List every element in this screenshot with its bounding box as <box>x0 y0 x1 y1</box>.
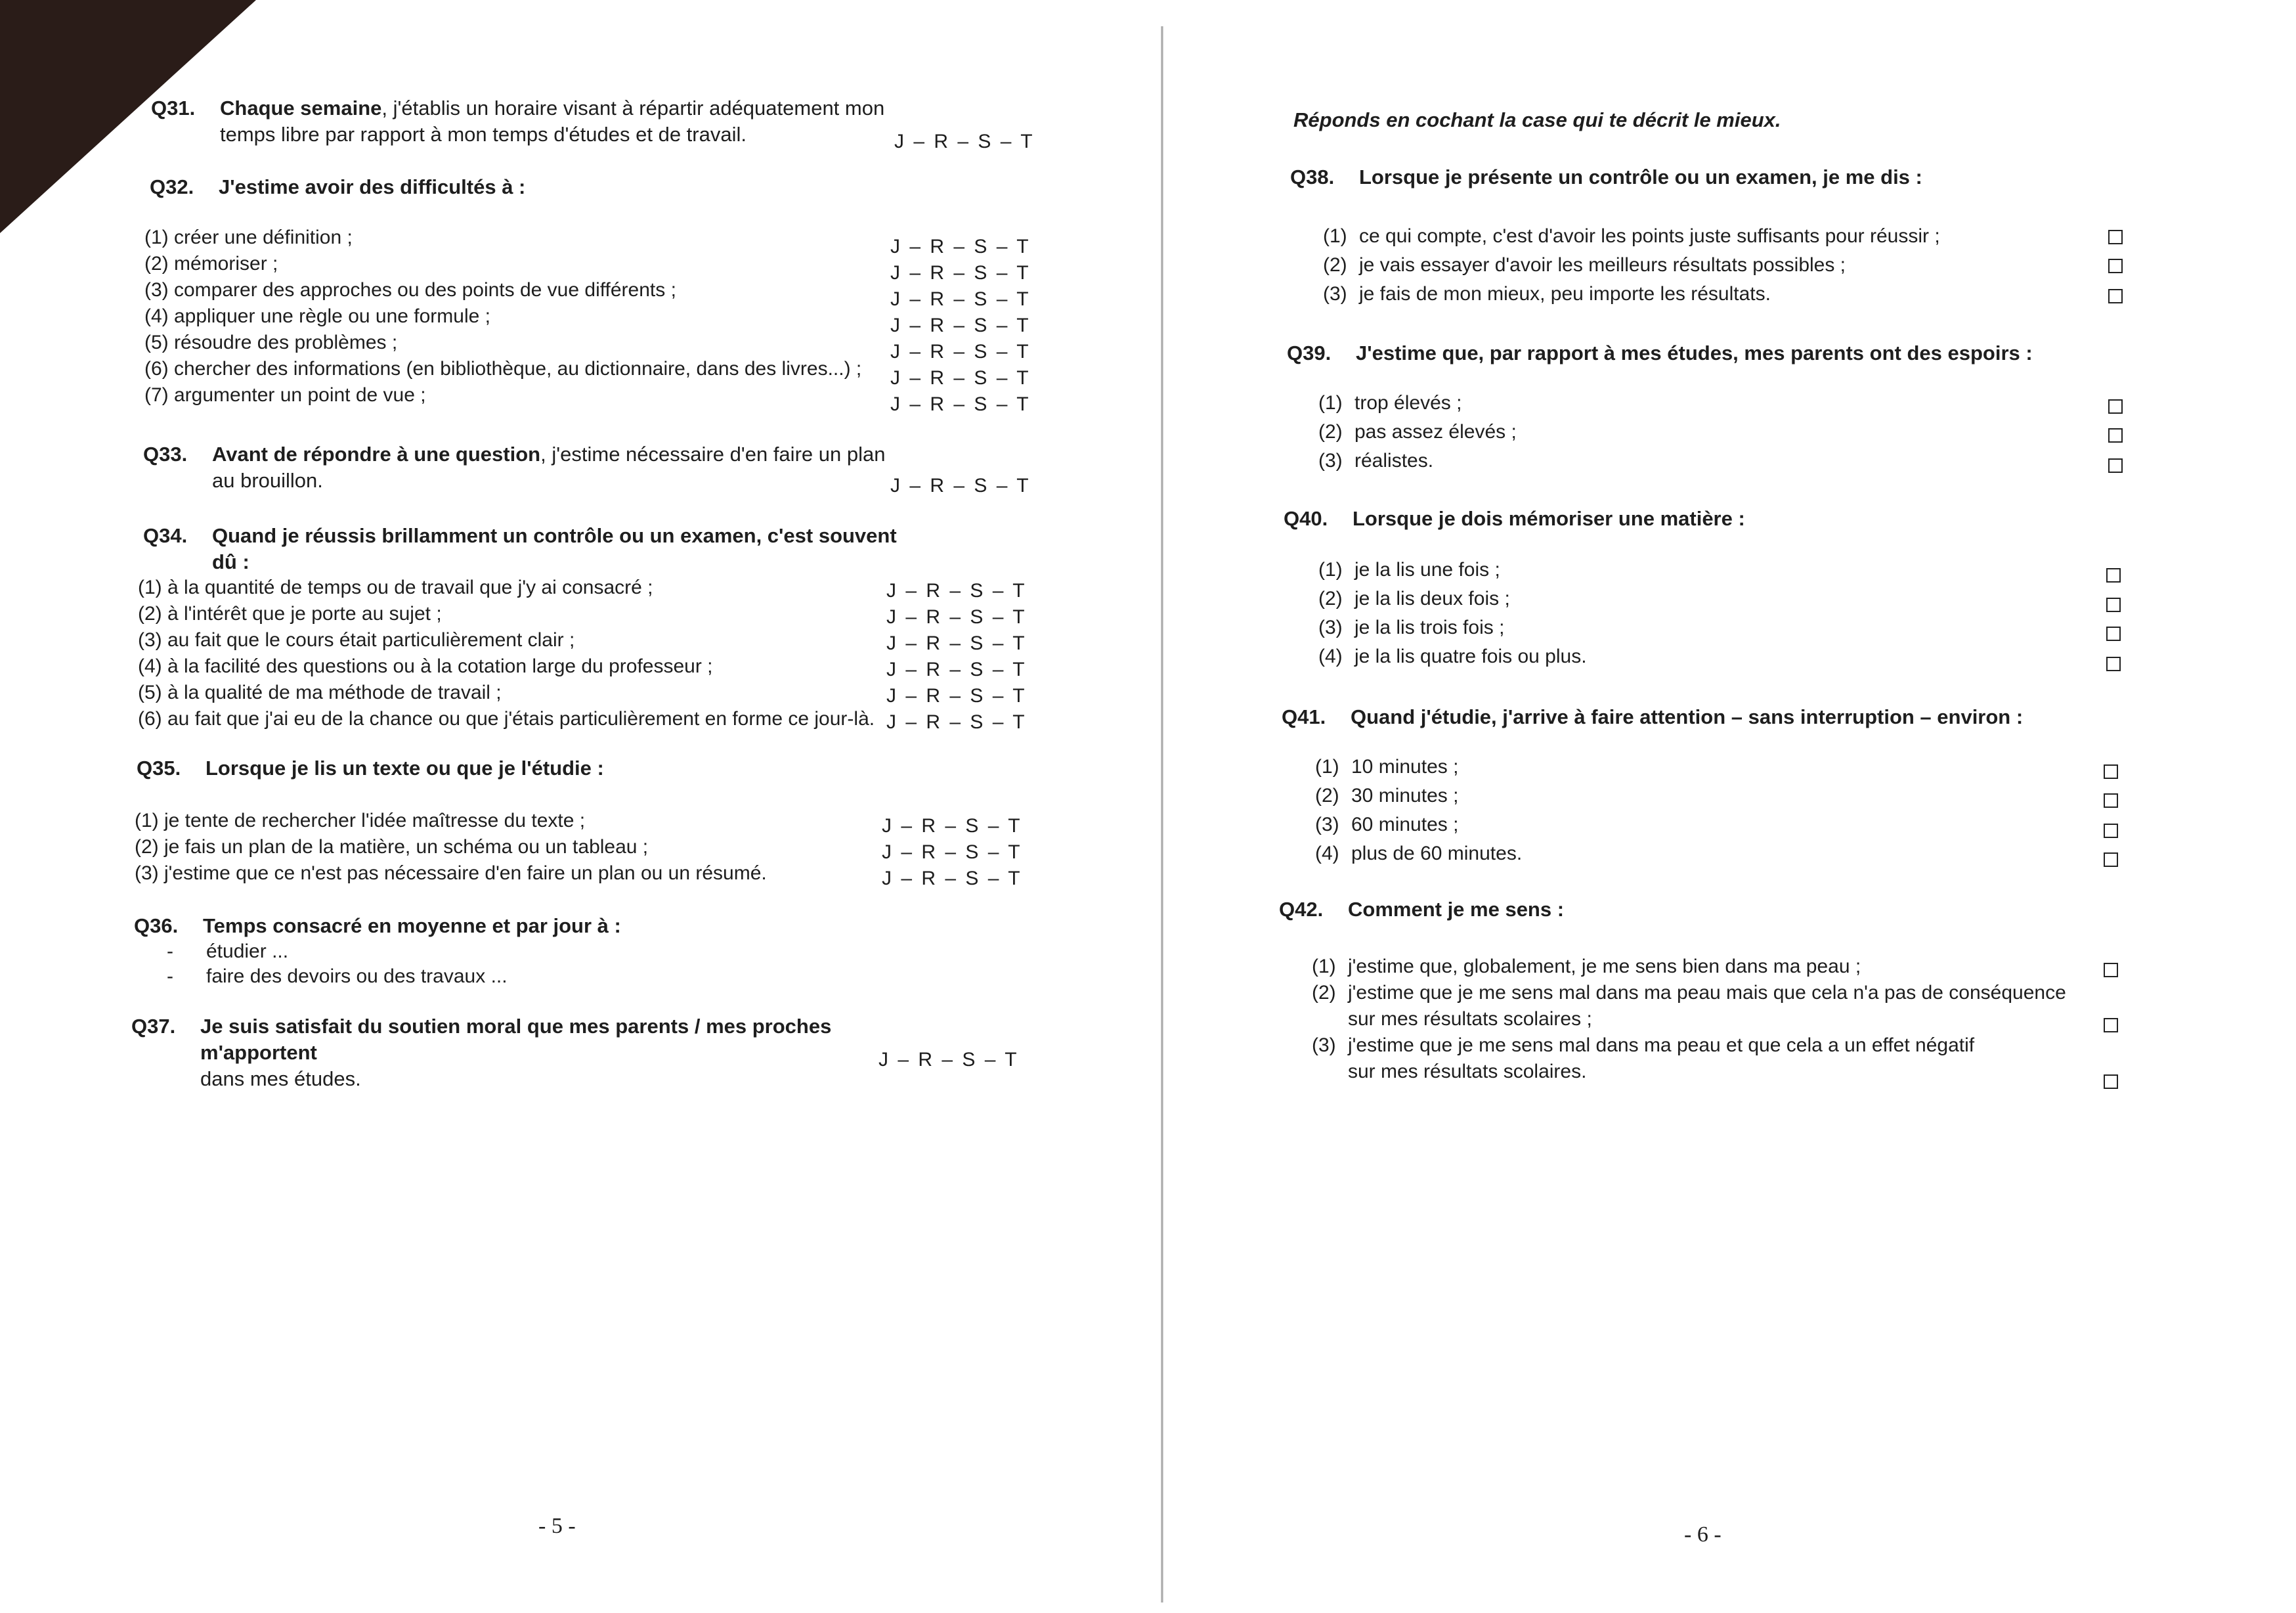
answer-scale[interactable]: J – R – S – T <box>886 711 1027 733</box>
checkbox[interactable] <box>2108 289 2123 303</box>
answer-scale[interactable]: J – R – S – T <box>894 131 1035 152</box>
question-text: , j'établis un horaire visant à répartir adéquatement mon <box>381 97 885 120</box>
option-text: je la lis quatre fois ou plus. <box>1354 646 1587 667</box>
option-text: j'estime que, globalement, je me sens bien dans ma peau ; <box>1348 956 1861 977</box>
question-text-bold: Avant de répondre à une question <box>212 443 541 466</box>
checkbox[interactable] <box>2108 458 2123 473</box>
option-text: 30 minutes ; <box>1351 785 1459 806</box>
question-text-cont: au brouillon. <box>212 469 323 492</box>
question-number: Q37. <box>131 1015 176 1038</box>
checkbox[interactable] <box>2106 598 2121 612</box>
bullet-dash: - <box>167 940 173 962</box>
answer-scale[interactable]: J – R – S – T <box>890 262 1031 284</box>
checkbox[interactable] <box>2108 230 2123 244</box>
question-number: Q34. <box>143 524 188 547</box>
question-text-bold: J'estime que, par rapport à mes études, mes parents ont des espoirs : <box>1356 342 2033 365</box>
checkbox[interactable] <box>2104 1018 2118 1032</box>
question-q42 <box>1279 896 2133 923</box>
question-q35 <box>137 755 892 782</box>
option-text-cont: sur mes résultats scolaires. <box>1348 1061 1587 1082</box>
question-text-bold: Chaque semaine <box>220 97 382 120</box>
q35-options <box>135 808 890 887</box>
checkbox[interactable] <box>2108 428 2123 443</box>
option-text: je fais de mon mieux, peu importe les résultats. <box>1359 283 1771 305</box>
option-text: j'estime que je me sens mal dans ma peau et que cela a un effet négatif <box>1348 1034 1975 1056</box>
option-text: je la lis deux fois ; <box>1354 588 1510 609</box>
option-number: (3) <box>1318 450 1343 472</box>
page-fold <box>1161 26 1163 1602</box>
option-number: (2) <box>1323 254 1347 276</box>
option-number: (3) <box>1312 1034 1336 1056</box>
question-text-cont: temps libre par rapport à mon temps d'études et de travail. <box>220 123 747 146</box>
question-q38 <box>1290 164 2144 190</box>
option-number: (2) <box>1312 982 1336 1004</box>
question-text: , j'estime nécessaire d'en faire un plan <box>540 443 886 466</box>
option-number: (1) <box>1312 956 1336 977</box>
q41-options <box>1315 754 2070 867</box>
list-item: (2) je fais un plan de la matière, un schéma ou un tableau ; <box>135 836 649 858</box>
question-number: Q31. <box>151 97 196 120</box>
question-text-cont: dans mes études. <box>200 1067 361 1090</box>
option-number: (1) <box>1323 225 1347 247</box>
question-text-bold: Quand je réussis brillamment un contrôle ou un examen, c'est souvent dû : <box>212 524 897 573</box>
question-number: Q33. <box>143 443 188 466</box>
checkbox[interactable] <box>2104 1074 2118 1089</box>
question-q32 <box>150 174 905 200</box>
question-number: Q41. <box>1282 705 1326 728</box>
list-item: (1) créer une définition ; <box>144 227 353 248</box>
question-q34 <box>143 523 918 575</box>
option-number: (1) <box>1318 559 1343 581</box>
checkbox[interactable] <box>2106 627 2121 641</box>
question-text-bold: Je suis satisfait du soutien moral que mes parents / mes proches m'apportent <box>200 1015 832 1064</box>
answer-scale[interactable]: J – R – S – T <box>890 315 1031 336</box>
answer-scale[interactable]: J – R – S – T <box>878 1049 1019 1071</box>
list-item: (4) à la facilité des questions ou à la cotation large du professeur ; <box>138 655 713 677</box>
list-item: (5) résoudre des problèmes ; <box>144 332 398 353</box>
list-item: (3) comparer des approches ou des points de vue différents ; <box>144 279 676 301</box>
answer-scale[interactable]: J – R – S – T <box>886 580 1027 602</box>
list-item: (6) chercher des informations (en bibliothèque, au dictionnaire, dans des livres...) ; <box>144 358 862 380</box>
question-text-bold: J'estime avoir des difficultés à : <box>219 175 526 198</box>
question-number: Q39. <box>1287 342 1332 365</box>
checkbox[interactable] <box>2108 399 2123 414</box>
answer-scale[interactable]: J – R – S – T <box>886 659 1027 680</box>
option-text-cont: sur mes résultats scolaires ; <box>1348 1008 1592 1030</box>
page-number: - 5 - <box>538 1514 576 1538</box>
question-q41 <box>1282 704 2135 730</box>
checkbox[interactable] <box>2104 793 2118 808</box>
option-number: (4) <box>1315 843 1339 864</box>
question-number: Q32. <box>150 175 194 198</box>
question-q40 <box>1284 506 2137 532</box>
option-text: 60 minutes ; <box>1351 814 1459 835</box>
question-number: Q36. <box>134 914 179 937</box>
option-number: (3) <box>1323 283 1347 305</box>
list-item: faire des devoirs ou des travaux ... <box>206 965 508 987</box>
page-6 <box>1175 0 2296 1613</box>
question-text-bold: Temps consacré en moyenne et par jour à : <box>203 914 621 937</box>
option-text: trop élevés ; <box>1354 392 1462 414</box>
list-item: (4) appliquer une règle ou une formule ; <box>144 305 490 327</box>
list-item: (2) mémoriser ; <box>144 253 278 275</box>
list-item: (7) argumenter un point de vue ; <box>144 384 426 406</box>
list-item: (6) au fait que j'ai eu de la chance ou que j'étais particulièrement en forme ce jour-là. <box>138 708 875 730</box>
q38-options <box>1323 223 2078 307</box>
page-number: - 6 - <box>1684 1522 1722 1547</box>
question-text-bold: Lorsque je présente un contrôle ou un examen, je me dis : <box>1359 166 1922 188</box>
question-text-bold: Lorsque je dois mémoriser une matière : <box>1353 507 1745 530</box>
question-q39 <box>1287 340 2140 366</box>
checkbox[interactable] <box>2104 764 2118 779</box>
answer-scale[interactable]: J – R – S – T <box>890 475 1031 497</box>
list-item: (1) je tente de rechercher l'idée maîtresse du texte ; <box>135 810 586 831</box>
answer-scale[interactable]: J – R – S – T <box>890 341 1031 363</box>
option-text: ce qui compte, c'est d'avoir les points juste suffisants pour réussir ; <box>1359 225 1940 247</box>
checkbox[interactable] <box>2106 568 2121 583</box>
list-item: (1) à la quantité de temps ou de travail que j'y ai consacré ; <box>138 577 653 598</box>
answer-scale[interactable]: J – R – S – T <box>886 632 1027 654</box>
option-text: je la lis trois fois ; <box>1354 617 1505 638</box>
answer-scale[interactable]: J – R – S – T <box>882 841 1022 863</box>
answer-scale[interactable]: J – R – S – T <box>882 868 1022 889</box>
option-text: pas assez élevés ; <box>1354 421 1517 443</box>
option-number: (3) <box>1315 814 1339 835</box>
option-text: j'estime que je me sens mal dans ma peau mais que cela n'a pas de conséquence <box>1348 982 2066 1004</box>
question-text-bold: Comment je me sens : <box>1348 898 1565 921</box>
question-number: Q35. <box>137 757 181 780</box>
list-item: (2) à l'intérêt que je porte au sujet ; <box>138 603 442 625</box>
answer-scale[interactable]: J – R – S – T <box>890 393 1031 415</box>
checkbox[interactable] <box>2104 963 2118 977</box>
list-item: (3) au fait que le cours était particulièrement clair ; <box>138 629 575 651</box>
q40-options <box>1318 557 2073 670</box>
checkbox[interactable] <box>2104 824 2118 838</box>
question-q36 <box>134 913 889 989</box>
checkbox[interactable] <box>2106 657 2121 671</box>
question-number: Q38. <box>1290 166 1335 188</box>
answer-scale[interactable]: J – R – S – T <box>890 236 1031 257</box>
answer-scale[interactable]: J – R – S – T <box>890 288 1031 310</box>
question-q31 <box>151 95 906 148</box>
list-item: (5) à la qualité de ma méthode de travail ; <box>138 682 502 703</box>
q34-options <box>138 575 893 732</box>
question-q33 <box>143 441 898 494</box>
answer-scale[interactable]: J – R – S – T <box>890 367 1031 389</box>
question-number: Q42. <box>1279 898 1324 921</box>
answer-scale[interactable]: J – R – S – T <box>886 606 1027 628</box>
option-number: (2) <box>1318 588 1343 609</box>
option-text: réalistes. <box>1354 450 1434 472</box>
option-number: (4) <box>1318 646 1343 667</box>
instruction: Réponds en cochant la case qui te décrit le mieux. <box>1293 108 1781 131</box>
question-number: Q40. <box>1284 507 1328 530</box>
option-text: je vais essayer d'avoir les meilleurs résultats possibles ; <box>1359 254 1846 276</box>
option-text: 10 minutes ; <box>1351 756 1459 778</box>
option-number: (1) <box>1315 756 1339 778</box>
answer-scale[interactable]: J – R – S – T <box>886 685 1027 707</box>
checkbox[interactable] <box>2104 852 2118 867</box>
q32-options <box>144 225 899 409</box>
option-text: je la lis une fois ; <box>1354 559 1500 581</box>
answer-scale[interactable]: J – R – S – T <box>882 815 1022 837</box>
option-number: (3) <box>1318 617 1343 638</box>
option-text: plus de 60 minutes. <box>1351 843 1523 864</box>
q42-options <box>1312 954 2067 1085</box>
option-number: (2) <box>1318 421 1343 443</box>
question-text-bold: Quand j'étudie, j'arrive à faire attention – sans interruption – environ : <box>1351 705 2024 728</box>
checkbox[interactable] <box>2108 259 2123 273</box>
question-text-bold: Lorsque je lis un texte ou que je l'étudie : <box>206 757 604 780</box>
q39-options <box>1318 390 2073 474</box>
option-number: (1) <box>1318 392 1343 414</box>
bullet-dash: - <box>167 965 173 987</box>
question-q37 <box>131 1013 919 1092</box>
list-item: (3) j'estime que ce n'est pas nécessaire d'en faire un plan ou un résumé. <box>135 862 767 884</box>
list-item: étudier ... <box>206 940 289 962</box>
option-number: (2) <box>1315 785 1339 806</box>
